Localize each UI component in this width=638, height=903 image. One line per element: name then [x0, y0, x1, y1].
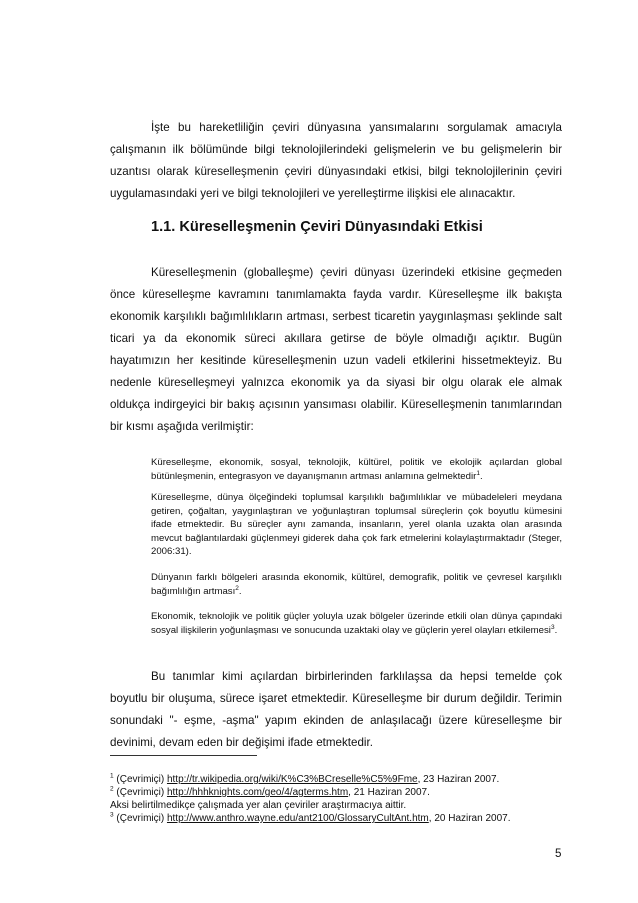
intro-paragraph: İşte bu hareketliliğin çeviri dünyasına yansımalarını sorgulamak amacıyla çalışmanın ilk bölümünde bilgi teknolojilerindeki gelişmelerin ve bu gelişmelerin bir uzantısı olarak küreselleşmenin çeviri dünyasındaki etkisi, bilgi teknolojilerinin çeviri uygulamasındaki yeri ve bilgi teknolojileri ve yerelleştirme ilişkisi ele alınacaktır.	[110, 121, 562, 200]
quote-end: .	[238, 585, 242, 597]
definition-intro-paragraph: Küreselleşmenin (globalleşme) çeviri dünyası üzerindeki etkisine geçmeden önce küreselleşme kavramını tanımlamakta fayda vardır. Küreselleşme ilk bakışta ekonomik karşılıklı bağımlılıkların artması, serbest ticaretin yaygınlaşması şeklinde salt ticari ya da ekonomik süreci akıllara getirse de böyle olmadığı açıktır. Bugün hayatımızın her kesitinde küreselleşmenin uzun vadeli etkilerini hissetmekteyiz. Bu nedenle küreselleşmeyi yalnızca ekonomik ya da siyasi bir olgu olarak ele almak oldukça indirgeyici bir bakış açısının yansıması olabilir. Küreselleşmenin tanımlarından bir kısmı aşağıda verilmiştir:	[110, 266, 562, 433]
footnote-source-label: (Çevrimiçi)	[113, 774, 167, 785]
section-heading: 1.1. Küreselleşmenin Çeviri Dünyasındaki Etkisi	[151, 219, 483, 235]
quote-definition-2: Küreselleşme, dünya ölçeğindeki toplumsal karşılıklı bağımlılıklar ve mübadeleleri meydana getiren, çoğaltan, yaygınlaştıran ve yoğunlaştıran toplumsal süreçlerin çok boyutlu kümesini ifade etmektedir. Bu süreçler aynı zamanda, insanların, yerel olanla uzakta olan arasında mevcut bağlantılardaki güçlenmeyi giderek daha çok fark etmelerini kolaylaştırmaktadır (Steger, 2006:31).	[151, 492, 562, 557]
footnote-link[interactable]: http://hhhknights.com/geo/4/agterms.htm	[166, 787, 349, 798]
footnote-ref-3: 3	[550, 623, 555, 631]
quote-end: .	[479, 470, 483, 482]
footnote-source-label: (Çevrimiçi)	[113, 813, 167, 824]
quote-definition-1	[151, 456, 562, 483]
footnote-1	[110, 773, 570, 786]
quote-text: Küreselleşme, ekonomik, sosyal, teknolojik, kültürel, politik ve ekolojik açılardan global bütünleşmenin, entegrasyon ve dayanışmanın artması anlamına gelmektedir	[151, 457, 562, 482]
page-number: 5	[555, 847, 562, 860]
quote-definition-4	[151, 610, 562, 637]
quote-text: Ekonomik, teknolojik ve politik güçler yoluyla uzak bölgeler üzerinde etkili olan dünya çapındaki sosyal ilişkilerin yoğunlaşması ve sonucunda uzaktaki olay ve güçlerin yerel olayları etkilemesi	[151, 611, 562, 636]
footnote-number: 1	[110, 772, 114, 780]
footnote-date: , 20 Haziran 2007.	[428, 813, 511, 824]
footnote-2-note: Aksi belirtilmedikçe çalışmada yer alan çeviriler araştırmacıya aittir.	[110, 800, 407, 811]
footnote-separator	[110, 755, 257, 756]
quote-end: .	[554, 624, 558, 636]
footnote-source-label: (Çevrimiçi)	[113, 787, 167, 798]
footnote-number: 2	[110, 785, 114, 793]
footnote-2	[110, 786, 570, 799]
footnote-number: 3	[110, 811, 114, 819]
conclusion-paragraph: Bu tanımlar kimi açılardan birbirlerinden farklılaşsa da hepsi temelde çok boyutlu bir oluşuma, sürece işaret etmektedir. Küreselleşme bir durum değildir. Terimin sonundaki "- eşme, -aşma" yapım ekinden de anlaşılacağı üzere küreselleşme bir devinimi, devam eden bir değişimi ifade etmektedir.	[110, 670, 562, 749]
footnote-ref-2: 2	[235, 584, 239, 592]
footnote-3	[110, 812, 570, 825]
quote-definition-3	[151, 571, 562, 598]
footnote-ref-1: 1	[476, 469, 480, 477]
footnote-date: , 21 Haziran 2007.	[348, 787, 430, 798]
footnote-date: , 23 Haziran 2007.	[417, 774, 500, 785]
footnote-link[interactable]: http://tr.wikipedia.org/wiki/K%C3%BCreselle%C5%9Fme	[166, 774, 418, 785]
quote-text: Dünyanın farklı bölgeleri arasında ekonomik, kültürel, demografik, politik ve çevresel karşılıklı bağımlılığın artması	[151, 572, 562, 597]
footnote-link[interactable]: http://www.anthro.wayne.edu/ant2100/GlossaryCultAnt.htm	[166, 813, 429, 824]
